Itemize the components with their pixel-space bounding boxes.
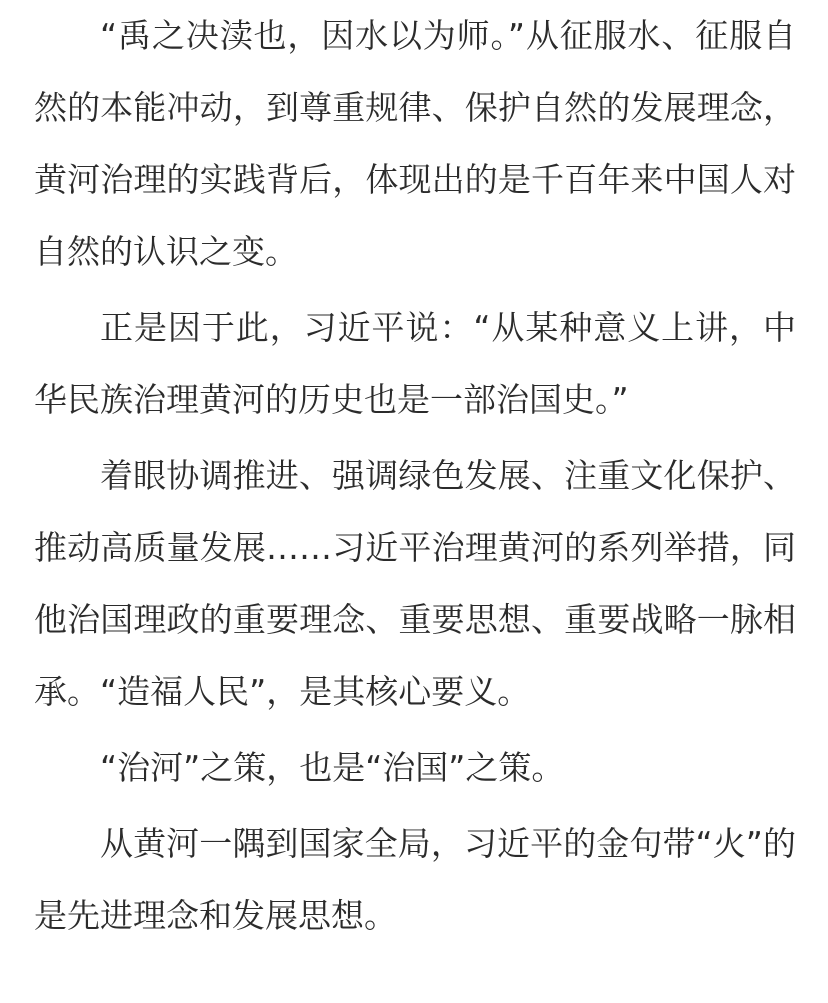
article-body: [34, 0, 796, 952]
paragraph-2: 正是因于此，习近平说：“从某种意义上讲，中华民族治理黄河的历史也是一部治国史。”: [34, 308, 796, 419]
paragraph-1: “禹之决渎也，因水以为师。”从征服水、征服自然的本能冲动，到尊重规律、保护自然的发展理念，黄河治理的实践背后，体现出的是千百年来中国人对自然的认识之变。: [34, 16, 796, 271]
paragraph-4: “治河”之策，也是“治国”之策。: [100, 748, 565, 787]
paragraph-3: 着眼协调推进、强调绿色发展、注重文化保护、推动高质量发展……习近平治理黄河的系列举措，同他治国理政的重要理念、重要思想、重要战略一脉相承。“造福人民”，是其核心要义。: [34, 456, 796, 711]
paragraph-5: 从黄河一隅到国家全局，习近平的金句带“火”的是先进理念和发展思想。: [34, 824, 796, 935]
